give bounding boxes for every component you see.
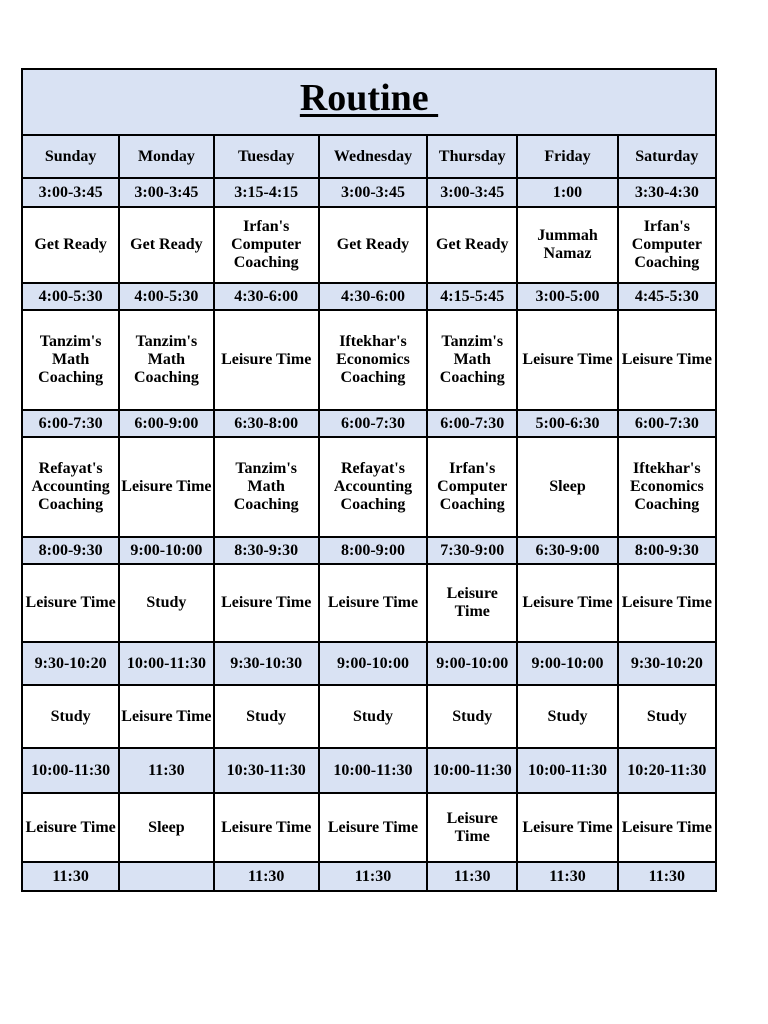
time-slot-cell: 9:30-10:30	[214, 642, 319, 685]
time-slot-cell: 9:00-10:00	[517, 642, 617, 685]
time-slot-row	[22, 862, 716, 891]
activity-row	[22, 207, 716, 283]
time-slot-cell: 6:00-9:00	[119, 410, 213, 437]
activity-cell: Leisure Time	[22, 564, 119, 642]
activity-cell: Study	[214, 685, 319, 748]
time-slot-cell: 4:30-6:00	[319, 283, 427, 310]
time-slot-cell: 8:00-9:00	[319, 537, 427, 564]
routine-table	[21, 68, 717, 892]
day-header-tuesday: Tuesday	[214, 135, 319, 178]
time-slot-cell: 10:00-11:30	[119, 642, 213, 685]
activity-cell: Leisure Time	[119, 437, 213, 537]
activity-cell: Study	[319, 685, 427, 748]
activity-cell: Leisure Time	[618, 793, 716, 862]
time-slot-cell: 10:20-11:30	[618, 748, 716, 793]
time-slot-cell: 8:00-9:30	[618, 537, 716, 564]
time-slot-cell: 11:30	[319, 862, 427, 891]
activity-cell: Leisure Time	[427, 793, 517, 862]
time-slot-cell: 6:00-7:30	[618, 410, 716, 437]
time-slot-cell: 10:30-11:30	[214, 748, 319, 793]
time-slot-cell: 6:00-7:30	[319, 410, 427, 437]
activity-row	[22, 437, 716, 537]
time-slot-row	[22, 748, 716, 793]
activity-cell: Tanzim's Math Coaching	[427, 310, 517, 410]
time-slot-cell: 9:30-10:20	[22, 642, 119, 685]
activity-cell: Leisure Time	[119, 685, 213, 748]
title-cell	[22, 69, 716, 135]
time-slot-cell: 9:00-10:00	[319, 642, 427, 685]
activity-cell: Get Ready	[319, 207, 427, 283]
activity-cell: Irfan's Computer Coaching	[427, 437, 517, 537]
activity-cell: Leisure Time	[517, 564, 617, 642]
time-slot-cell: 4:45-5:30	[618, 283, 716, 310]
day-header-monday: Monday	[119, 135, 213, 178]
time-slot-cell: 9:00-10:00	[119, 537, 213, 564]
time-slot-cell: 8:00-9:30	[22, 537, 119, 564]
page-title: Routine	[299, 77, 439, 119]
time-slot-row	[22, 410, 716, 437]
time-slot-cell: 6:30-9:00	[517, 537, 617, 564]
routine-sheet	[21, 68, 717, 892]
time-slot-cell: 3:00-5:00	[517, 283, 617, 310]
time-slot-cell: 11:30	[517, 862, 617, 891]
activity-cell: Leisure Time	[319, 564, 427, 642]
time-slot-row	[22, 178, 716, 207]
time-slot-cell: 11:30	[214, 862, 319, 891]
activity-cell: Leisure Time	[214, 793, 319, 862]
activity-cell: Tanzim's Math Coaching	[214, 437, 319, 537]
activity-cell: Sleep	[517, 437, 617, 537]
activity-cell: Leisure Time	[214, 564, 319, 642]
day-header-friday: Friday	[517, 135, 617, 178]
time-slot-cell: 4:30-6:00	[214, 283, 319, 310]
activity-cell: Jummah Namaz	[517, 207, 617, 283]
activity-cell: Tanzim's Math Coaching	[119, 310, 213, 410]
time-slot-cell: 11:30	[22, 862, 119, 891]
time-slot-cell: 10:00-11:30	[22, 748, 119, 793]
time-slot-cell: 7:30-9:00	[427, 537, 517, 564]
time-slot-cell: 6:30-8:00	[214, 410, 319, 437]
time-slot-cell: 3:15-4:15	[214, 178, 319, 207]
activity-cell: Study	[22, 685, 119, 748]
time-slot-cell: 4:00-5:30	[119, 283, 213, 310]
time-slot-cell: 9:00-10:00	[427, 642, 517, 685]
time-slot-cell: 10:00-11:30	[517, 748, 617, 793]
activity-cell: Iftekhar's Economics Coaching	[618, 437, 716, 537]
activity-cell: Leisure Time	[214, 310, 319, 410]
time-slot-cell	[119, 862, 213, 891]
time-slot-cell: 8:30-9:30	[214, 537, 319, 564]
time-slot-cell: 6:00-7:30	[22, 410, 119, 437]
time-slot-cell: 3:00-3:45	[427, 178, 517, 207]
activity-cell: Refayat's Accounting Coaching	[319, 437, 427, 537]
time-slot-cell: 11:30	[427, 862, 517, 891]
time-slot-cell: 4:00-5:30	[22, 283, 119, 310]
day-header-thursday: Thursday	[427, 135, 517, 178]
day-header-saturday: Saturday	[618, 135, 716, 178]
activity-cell: Study	[517, 685, 617, 748]
activity-row	[22, 310, 716, 410]
activity-cell: Study	[427, 685, 517, 748]
activity-cell: Sleep	[119, 793, 213, 862]
time-slot-cell: 10:00-11:30	[427, 748, 517, 793]
activity-cell: Refayat's Accounting Coaching	[22, 437, 119, 537]
activity-cell: Study	[618, 685, 716, 748]
activity-cell: Irfan's Computer Coaching	[618, 207, 716, 283]
activity-cell: Leisure Time	[618, 564, 716, 642]
time-slot-row	[22, 283, 716, 310]
time-slot-row	[22, 537, 716, 564]
time-slot-cell: 11:30	[119, 748, 213, 793]
time-slot-cell: 3:00-3:45	[119, 178, 213, 207]
activity-cell: Get Ready	[427, 207, 517, 283]
activity-cell: Get Ready	[119, 207, 213, 283]
time-slot-cell: 6:00-7:30	[427, 410, 517, 437]
day-header-row	[22, 135, 716, 178]
activity-cell: Tanzim's Math Coaching	[22, 310, 119, 410]
time-slot-cell: 3:00-3:45	[319, 178, 427, 207]
activity-cell: Leisure Time	[517, 793, 617, 862]
time-slot-cell: 5:00-6:30	[517, 410, 617, 437]
activity-cell: Irfan's Computer Coaching	[214, 207, 319, 283]
day-header-wednesday: Wednesday	[319, 135, 427, 178]
activity-row	[22, 564, 716, 642]
activity-cell: Leisure Time	[427, 564, 517, 642]
time-slot-row	[22, 642, 716, 685]
activity-cell: Leisure Time	[22, 793, 119, 862]
time-slot-cell: 11:30	[618, 862, 716, 891]
day-header-sunday: Sunday	[22, 135, 119, 178]
activity-row	[22, 793, 716, 862]
time-slot-cell: 10:00-11:30	[319, 748, 427, 793]
activity-cell: Get Ready	[22, 207, 119, 283]
time-slot-cell: 3:30-4:30	[618, 178, 716, 207]
activity-cell: Leisure Time	[517, 310, 617, 410]
activity-cell: Leisure Time	[618, 310, 716, 410]
time-slot-cell: 1:00	[517, 178, 617, 207]
activity-row	[22, 685, 716, 748]
time-slot-cell: 3:00-3:45	[22, 178, 119, 207]
time-slot-cell: 9:30-10:20	[618, 642, 716, 685]
activity-cell: Study	[119, 564, 213, 642]
activity-cell: Iftekhar's Economics Coaching	[319, 310, 427, 410]
activity-cell: Leisure Time	[319, 793, 427, 862]
time-slot-cell: 4:15-5:45	[427, 283, 517, 310]
